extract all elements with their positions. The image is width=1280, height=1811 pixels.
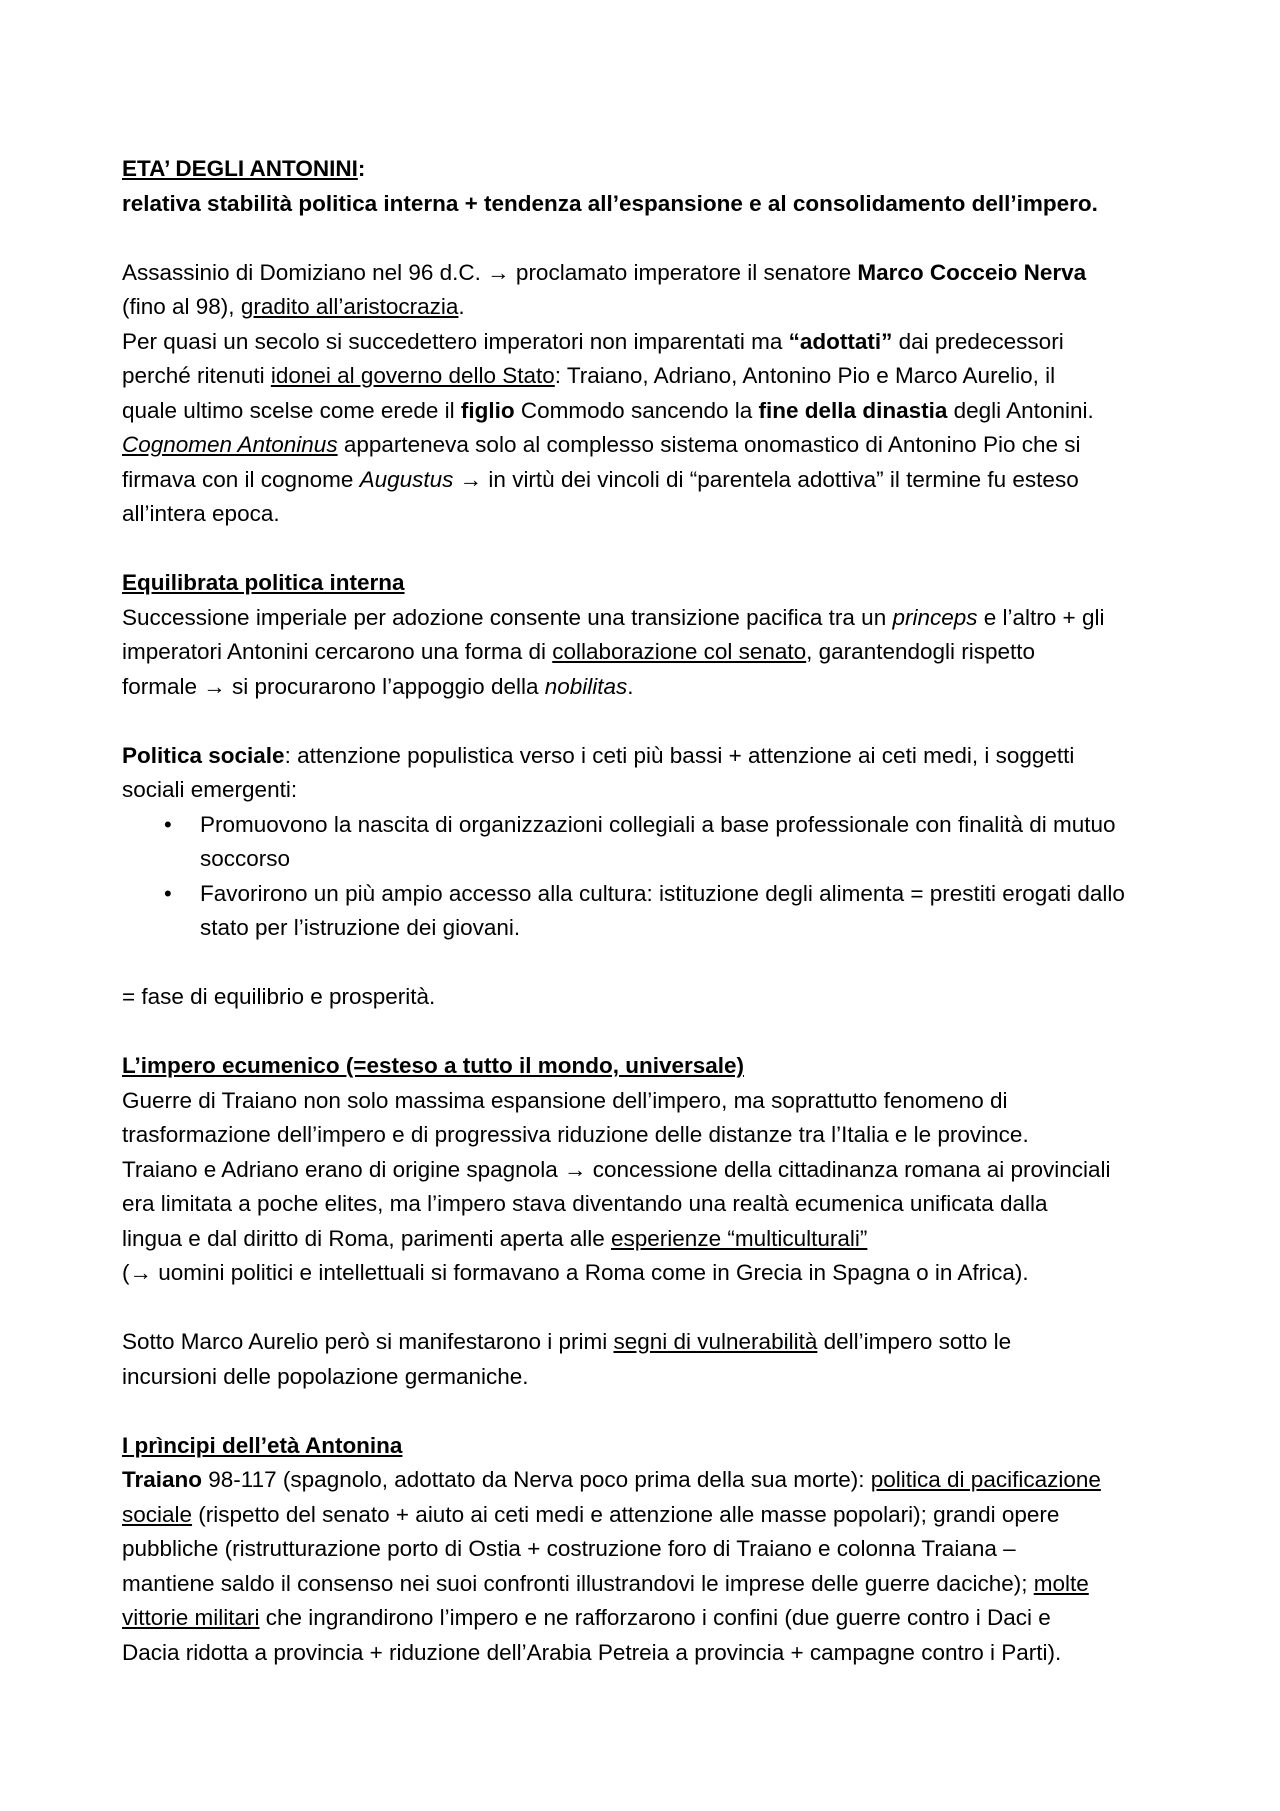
text-line: lingua e dal diritto di Roma, parimenti aperta alle esperienze “multiculturali”	[122, 1225, 868, 1251]
text-line: (fino al 98), gradito all’aristocrazia.	[122, 294, 465, 319]
conclusion-line: = fase di equilibrio e prosperità.	[122, 984, 436, 1009]
text-line: pubbliche (ristrutturazione porto di Ostia + costruzione foro di Traiano e colonna Traiana –	[122, 1536, 1016, 1561]
text-line: perché ritenuti idonei al governo dello Stato: Traiano, Adriano, Antonino Pio e Marco Aurelio, il	[122, 363, 1056, 388]
text-line: era limitata a poche elites, ma l’impero stava diventando una realtà ecumenica unificata dalla	[122, 1191, 1048, 1216]
text-line: Cognomen Antoninus apparteneva solo al complesso sistema onomastico di Antonino Pio che si	[122, 432, 1081, 457]
document-subtitle	[122, 187, 1168, 222]
text-line: vittorie militari che ingrandirono l’impero e ne rafforzarono i confini (due guerre contro i Daci e	[122, 1605, 1051, 1630]
text-line: incursioni delle popolazione germaniche.	[122, 1363, 529, 1389]
section-title: L’impero ecumenico (=esteso a tutto il mondo, universale)	[122, 1053, 745, 1078]
text-line: sociale (rispetto del senato + aiuto ai ceti medi e attenzione alle masse popolari); grandi opere	[122, 1501, 1060, 1527]
text-line: sociali emergenti:	[122, 777, 298, 802]
text-line: Guerre di Traiano non solo massima espansione dell’impero, ma soprattutto fenomeno di	[122, 1087, 1008, 1113]
text-line: Per quasi un secolo si succedettero imperatori non imparentati ma “adottati” dai predecessori	[122, 328, 1064, 354]
text-line: Traiano e Adriano erano di origine spagnola → concessione della cittadinanza romana ai provinciali	[122, 1156, 1111, 1182]
title-text: ETA’ DEGLI ANTONINI	[122, 156, 358, 181]
text-line: trasformazione dell’impero e di progressiva riduzione delle distanze tra l’Italia e le province.	[122, 1122, 1029, 1147]
text-line: formale → si procurarono l’appoggio della nobilitas.	[122, 673, 634, 699]
text-line: quale ultimo scelse come erede il figlio Commodo sancendo la fine della dinastia degli Antonini.	[122, 397, 1094, 423]
text-line: Successione imperiale per adozione consente una transizione pacifica tra un princeps e l’altro + gli	[122, 604, 1105, 630]
list-item: • Promuovono la nascita di organizzazioni collegiali a base professionale con finalità di mutuo soccorso	[122, 808, 1168, 877]
text-line: firmava con il cognome Augustus → in virtù dei vincoli di “parentela adottiva” il termine fu esteso	[122, 466, 1079, 492]
section-social-policy	[122, 739, 1168, 1015]
text-line: Politica sociale: attenzione populistica verso i ceti più bassi + attenzione ai ceti medi, i soggetti	[122, 742, 1075, 768]
section-title: Equilibrata politica interna	[122, 570, 405, 595]
bullet-list	[122, 808, 1168, 946]
text-line: Dacia ridotta a provincia + riduzione dell’Arabia Petreia a provincia + campagne contro i Parti).	[122, 1639, 1062, 1665]
text-line: Assassinio di Domiziano nel 96 d.C. → proclamato imperatore il senatore Marco Cocceio Nerva	[122, 259, 1087, 285]
text-line: all’intera epoca.	[122, 501, 280, 526]
text-line: imperatori Antonini cercarono una forma di collaborazione col senato, garantendogli rispetto	[122, 639, 1036, 664]
section-title: I prìncipi dell’età Antonina	[122, 1432, 403, 1458]
subtitle-text: relativa stabilità politica interna + tendenza all’espansione e al consolidamento dell’impero.	[122, 190, 1098, 216]
text-line: Traiano 98-117 (spagnolo, adottato da Nerva poco prima della sua morte): politica di pacificazione	[122, 1467, 1101, 1492]
section-internal-politics	[122, 566, 1168, 704]
text-line: (→ uomini politici e intellettuali si formavano a Roma come in Grecia in Spagna o in Africa).	[122, 1260, 1029, 1285]
text-line: mantiene saldo il consenso nei suoi confronti illustrandovi le imprese delle guerre daciche); molte	[122, 1570, 1089, 1596]
intro-paragraph	[122, 256, 1168, 532]
section-ecumenical-empire	[122, 1049, 1168, 1394]
document-title	[122, 152, 1168, 187]
list-item: • Favorirono un più ampio accesso alla cultura: istituzione degli alimenta = prestiti erogati dallo stato per l’istruzione dei giovani.	[122, 877, 1168, 946]
text-line: Sotto Marco Aurelio però si manifestarono i primi segni di vulnerabilità dell’impero sotto le	[122, 1329, 1012, 1354]
section-antonine-princes	[122, 1429, 1168, 1671]
title-colon: :	[357, 156, 366, 181]
